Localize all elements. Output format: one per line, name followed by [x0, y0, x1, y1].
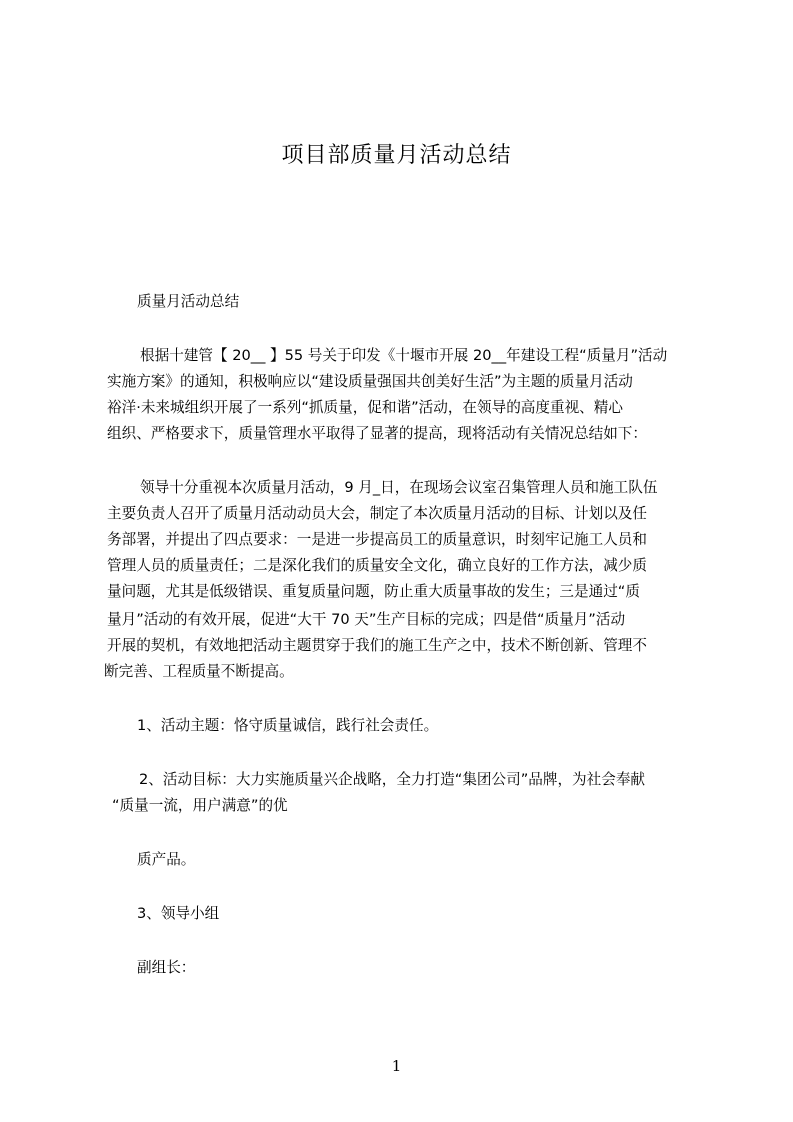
intro-line-1: 根据十建管【 20__ 】55 号关于印发《十堰市开展 20__年建设工程“质量月”活动 — [140, 347, 668, 364]
page-number: 1 — [391, 1057, 402, 1075]
activity-goal-line-2: “质量一流，用户满意”的优 — [112, 797, 288, 814]
activity-goal-line-1: 2、活动目标：大力实施质量兴企战略，全力打造“集团公司”品牌，为社会奉献 — [139, 771, 646, 788]
activity-theme: 1、活动主题：恪守质量诚信，践行社会责任。 — [137, 717, 439, 734]
intro-line-3: 裕洋·未来城组织开展了一系列“抓质量，促和谐”活动，在领导的高度重视、精心 — [107, 399, 623, 416]
leadership-line-6: 量月”活动的有效开展，促进“大干 70 天”生产目标的完成；四是借“质量月”活动 — [107, 611, 626, 628]
document-title: 项目部质量月活动总结 — [281, 143, 512, 168]
activity-goal-continuation: 质产品。 — [137, 851, 196, 868]
deputy-leader-label: 副组长： — [137, 959, 196, 976]
leadership-line-8: 断完善、工程质量不断提高。 — [104, 663, 294, 680]
section-subtitle: 质量月活动总结 — [137, 293, 240, 310]
leadership-group-heading: 3、领导小组 — [137, 905, 220, 922]
leadership-line-1: 领导十分重视本次质量月活动，9 月_日，在现场会议室召集管理人员和施工队伍 — [140, 479, 658, 496]
intro-line-2: 实施方案》的通知，积极响应以“建设质量强国共创美好生活”为主题的质量月活动 — [107, 373, 633, 390]
leadership-line-4: 管理人员的质量责任；二是深化我们的质量安全文化，确立良好的工作方法，减少质 — [107, 557, 647, 574]
leadership-line-5: 量问题，尤其是低级错误、重复质量问题，防止重大质量事故的发生；三是通过“质 — [107, 583, 640, 600]
intro-line-4: 组织、严格要求下，质量管理水平取得了显著的提高，现将活动有关情况总结如下： — [107, 425, 647, 442]
leadership-line-7: 开展的契机，有效地把活动主题贯穿于我们的施工生产之中，技术不断创新、管理不 — [107, 637, 647, 654]
leadership-line-3: 务部署，并提出了四点要求：一是进一步提高员工的质量意识，时刻牢记施工人员和 — [107, 531, 647, 548]
leadership-line-2: 主要负责人召开了质量月活动动员大会，制定了本次质量月活动的目标、计划以及任 — [107, 505, 647, 522]
